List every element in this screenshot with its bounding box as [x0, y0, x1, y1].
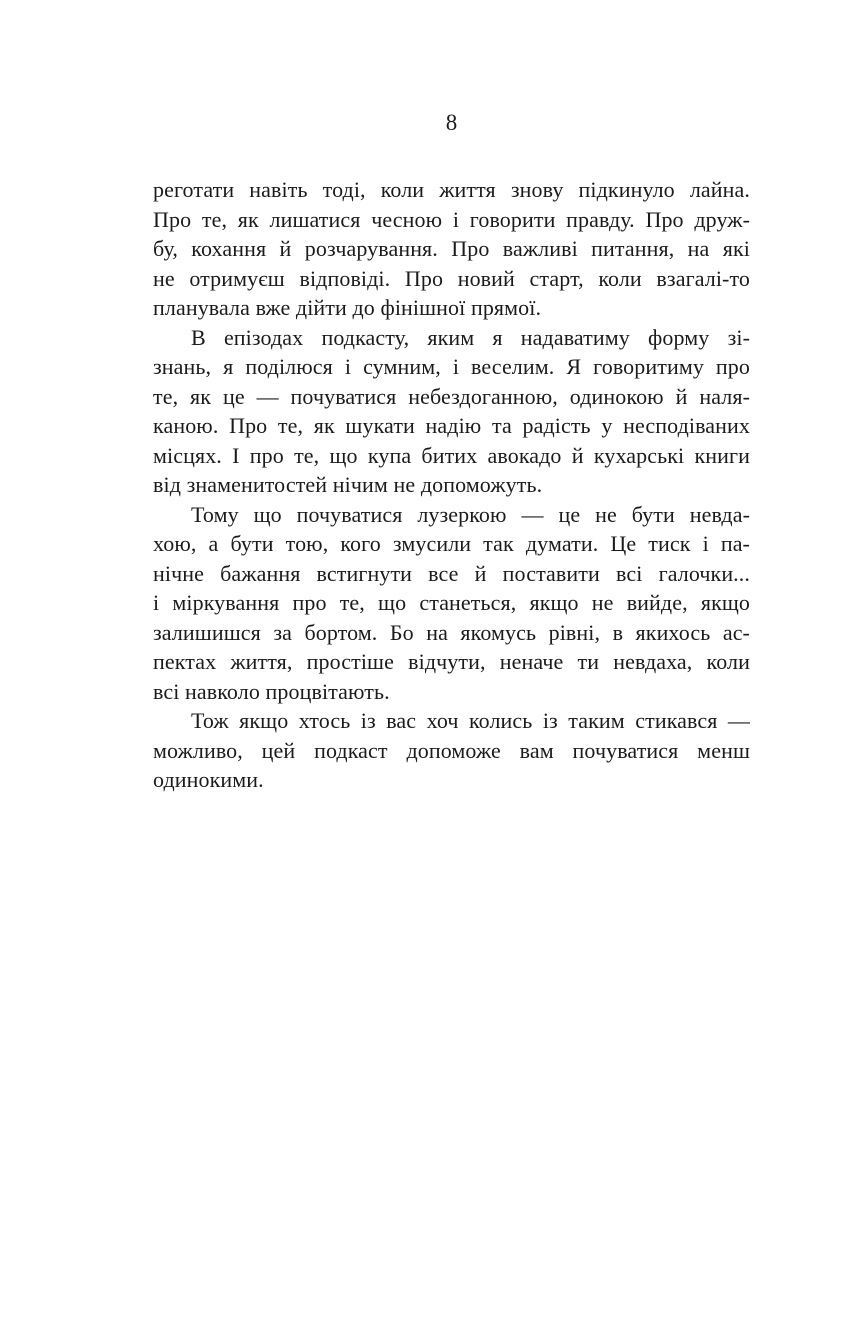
- text-line: нічне бажання встигнути все й поставити всі галочки...: [153, 560, 750, 586]
- text-line: місцях. І про те, що купа битих авокадо й кухарські книги: [153, 442, 750, 468]
- body-text-block: [153, 175, 750, 795]
- text-line: не отримуєш відповіді. Про новий старт, коли взагалі-то: [153, 265, 750, 291]
- text-line: можливо, цей подкаст допоможе вам почуватися менш: [153, 737, 750, 763]
- text-line: одинокими.: [153, 767, 264, 792]
- text-line: реготати навіть тоді, коли життя знову підкинуло лайна.: [153, 177, 750, 202]
- text-line: всі навколо процвітають.: [153, 678, 390, 704]
- text-line: планувала вже дійти до фінішної прямої.: [153, 295, 542, 320]
- text-line: Тому що почуватися лузеркою — це не бути невда-: [191, 501, 750, 527]
- text-line: те, як це — почуватися небездоганною, одинокою й наля-: [153, 383, 750, 409]
- text-line: Про те, як лишатися чесною і говорити правду. Про друж-: [153, 206, 750, 232]
- text-line: пектах життя, простіше відчути, неначе ти невдаха, коли: [153, 649, 750, 674]
- text-line: знань, я поділюся і сумним, і веселим. Я говоритиму про: [153, 354, 750, 379]
- text-line: Тож якщо хтось із вас хоч колись із таким стикався —: [191, 708, 750, 733]
- page-number: 8: [445, 110, 458, 135]
- text-line: від знаменитостей нічим не допоможуть.: [153, 472, 543, 497]
- text-line: хою, а бути тою, кого змусили так думати. Це тиск і па-: [153, 531, 750, 556]
- text-line: каною. Про те, як шукати надію та радість у несподіваних: [153, 413, 750, 438]
- text-line: бу, кохання й розчарування. Про важливі питання, на які: [153, 236, 750, 261]
- text-line: В епізодах подкасту, яким я надаватиму форму зі-: [191, 324, 750, 350]
- text-line: і міркування про те, що станеться, якщо не вийде, якщо: [153, 590, 750, 615]
- text-line: залишишся за бортом. Бо на якомусь рівні, в якихось ас-: [153, 619, 750, 645]
